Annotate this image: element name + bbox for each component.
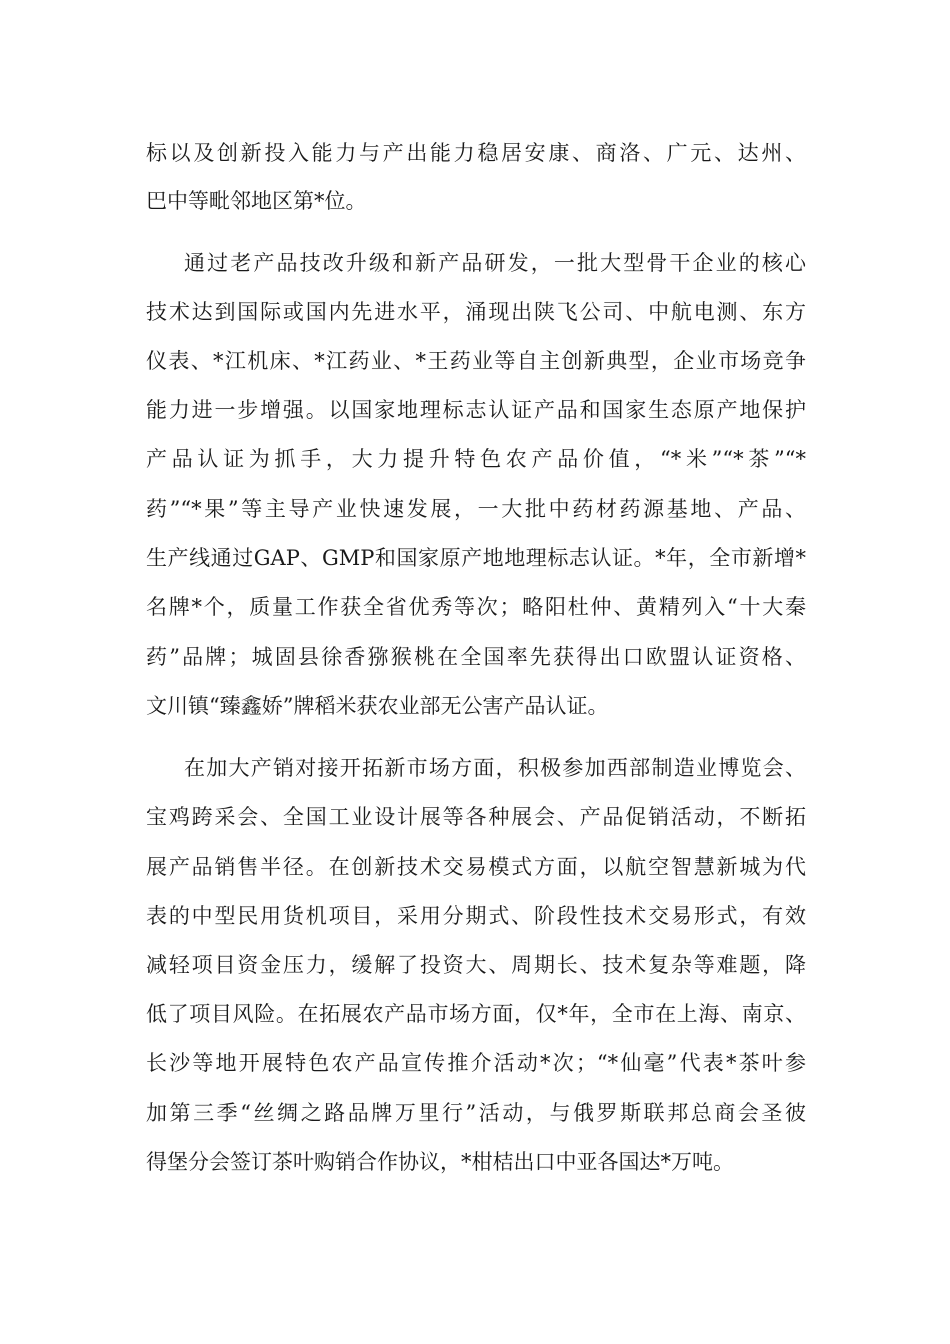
text-line: 标以及创新投入能力与产出能力稳居安康、商洛、广元、达州、 (146, 141, 806, 165)
text-line: 技术达到国际或国内先进水平，涌现出陕飞公司、中航电测、东方 (146, 300, 806, 324)
text-line: 药”“*果”等主导产业快速发展，一大批中药材药源基地、产品、 (146, 497, 806, 521)
text-line: 在加大产销对接开拓新市场方面，积极参加西部制造业博览会、 (184, 756, 806, 780)
text-line: 加第三季“丝绸之路品牌万里行”活动，与俄罗斯联邦总商会圣彼 (146, 1101, 806, 1125)
text-line: 减轻项目资金压力，缓解了投资大、周期长、技术复杂等难题，降 (146, 953, 806, 977)
text-line: 产品认证为抓手，大力提升特色农产品价值，“*米”“*茶”“* (146, 447, 806, 471)
text-line: 表的中型民用货机项目，采用分期式、阶段性技术交易形式，有效 (146, 904, 806, 928)
text-line: 仪表、*江机床、*江药业、*王药业等自主创新典型，企业市场竞争 (146, 349, 806, 373)
text-line: 长沙等地开展特色农产品宣传推介活动*次；“*仙毫”代表*茶叶参 (146, 1051, 806, 1075)
text-line: 宝鸡跨采会、全国工业设计展等各种展会、产品促销活动，不断拓 (146, 805, 806, 829)
text-line: 展产品销售半径。在创新技术交易模式方面，以航空智慧新城为代 (146, 855, 806, 879)
text-line: 能力进一步增强。以国家地理标志认证产品和国家生态原产地保护 (146, 398, 806, 422)
text-line: 得堡分会签订茶叶购销合作协议，*柑桔出口中亚各国达*万吨。 (146, 1150, 734, 1174)
text-line: 巴中等毗邻地区第*位。 (146, 189, 367, 213)
text-line: 低了项目风险。在拓展农产品市场方面，仅*年，全市在上海、南京、 (146, 1002, 806, 1026)
text-line: 名牌*个，质量工作获全省优秀等次；略阳杜仲、黄精列入“十大秦 (146, 595, 806, 619)
text-line: 文川镇“臻鑫娇”牌稻米获农业部无公害产品认证。 (146, 694, 609, 718)
text-line: 生产线通过GAP、GMP和国家原产地地理标志认证。*年，全市新增* (146, 546, 806, 570)
text-line: 通过老产品技改升级和新产品研发，一批大型骨干企业的核心 (184, 251, 806, 275)
text-line: 药”品牌；城固县徐香猕猴桃在全国率先获得出口欧盟认证资格、 (146, 645, 806, 669)
